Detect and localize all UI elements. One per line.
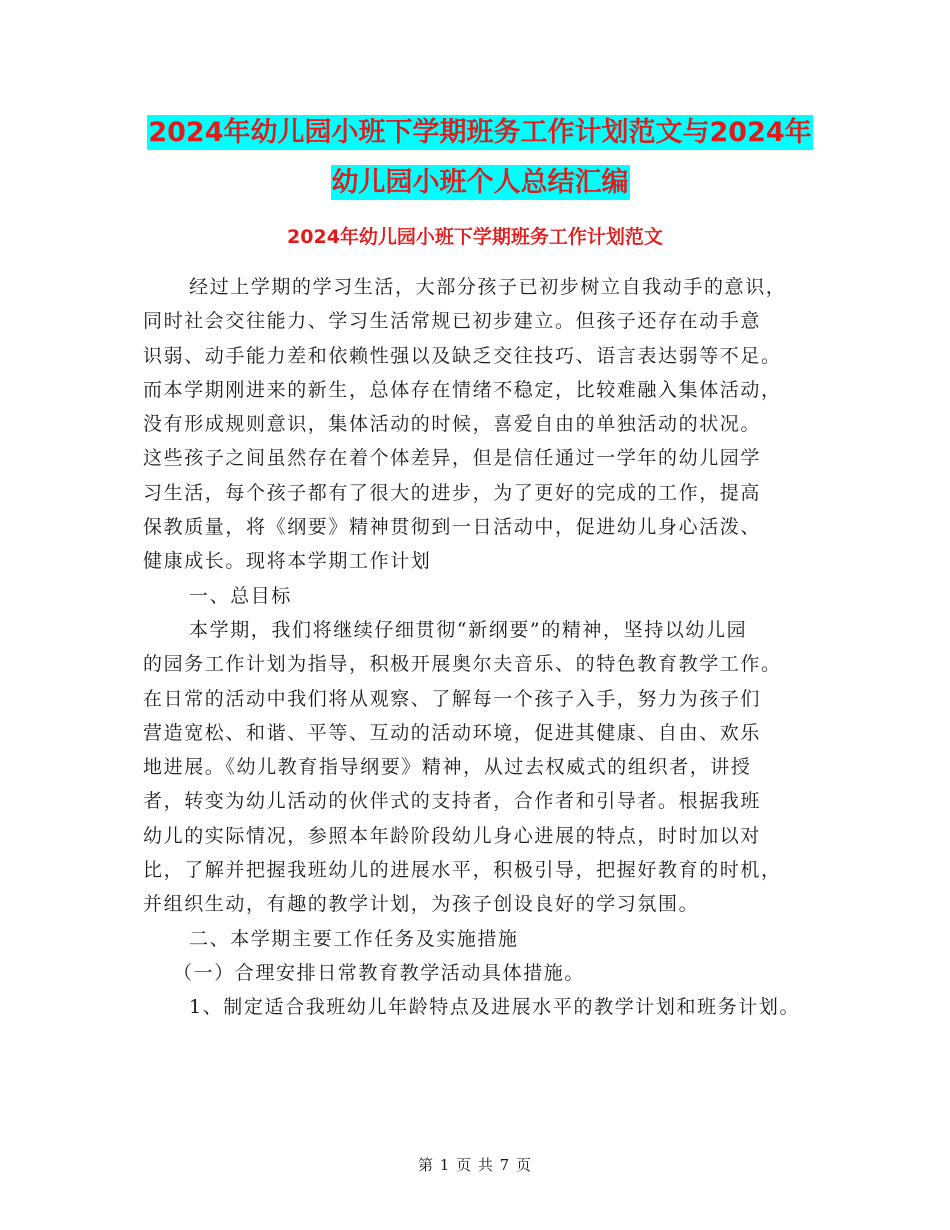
paragraph-line: 地进展。《幼儿教育指导纲要》精神，从过去权威式的组织者，讲授: [143, 756, 752, 779]
paragraph-line: 幼儿的实际情况，参照本年龄阶段幼儿身心进展的特点，时时加以对: [143, 824, 762, 847]
subheading-daily-activities: （一）合理安排日常教育教学活动具体措施。: [173, 961, 586, 984]
document-title: [140, 108, 820, 208]
paragraph-line: 而本学期刚进来的新生，总体存在情绪不稳定，比较难融入集体活动，: [143, 378, 782, 401]
paragraph-line: 没有形成规则意识，集体活动的时候，喜爱自由的单独活动的状况。: [143, 413, 762, 436]
paragraph-line: 的园务工作计划为指导，积极开展奥尔夫音乐、的特色教育教学工作。: [143, 653, 782, 676]
paragraph-line: 健康成长。现将本学期工作计划: [143, 550, 432, 573]
paragraph-line: 习生活，每个孩子都有了很大的进步，为了更好的完成的工作，提高: [143, 481, 762, 504]
list-item: 1、制定适合我班幼儿年龄特点及进展水平的教学计划和班务计划。: [189, 996, 801, 1019]
section-title: 2024年幼儿园小班下学期班务工作计划范文: [287, 226, 663, 248]
paragraph-line: 者，转变为幼儿活动的伙伴式的支持者，合作者和引导者。根据我班: [143, 790, 762, 813]
heading-general-goal: 一、总目标: [189, 584, 293, 607]
paragraph-line: 经过上学期的学习生活，大部分孩子已初步树立自我动手的意识，: [189, 276, 787, 298]
title-line-1: 2024年幼儿园小班下学期班务工作计划范文与2024年: [148, 117, 812, 148]
paragraph-line: 本学期，我们将继续仔细贯彻“新纲要”的精神，坚持以幼儿园: [189, 618, 748, 641]
document-body: [143, 270, 823, 1025]
paragraph-line: 这些孩子之间虽然存在着个体差异，但是信任通过一学年的幼儿园学: [143, 447, 762, 470]
paragraph-line: 同时社会交往能力、学习生活常规已初步建立。但孩子还存在动手意: [143, 310, 762, 333]
paragraph-line: 识弱、动手能力差和依赖性强以及缺乏交往技巧、语言表达弱等不足。: [143, 344, 782, 367]
page-number-footer: 第 1 页 共 7 页: [418, 1156, 532, 1174]
paragraph-line: 保教质量，将《纲要》精神贯彻到一日活动中，促进幼儿身心活泼、: [143, 516, 762, 539]
paragraph-line: 营造宽松、和谐、平等、互动的活动环境，促进其健康、自由、欢乐: [143, 721, 762, 744]
paragraph-line: 比，了解并把握我班幼儿的进展水平，积极引导，把握好教育的时机，: [143, 859, 782, 882]
paragraph-line: 并组织生动，有趣的教学计划，为孩子创设良好的学习氛围。: [143, 893, 700, 916]
paragraph-line: 在日常的活动中我们将从观察、了解每一个孩子入手，努力为孩子们: [143, 687, 762, 710]
title-line-2: 幼儿园小班个人总结汇编: [331, 167, 629, 198]
heading-main-tasks: 二、本学期主要工作任务及实施措施: [189, 927, 519, 950]
